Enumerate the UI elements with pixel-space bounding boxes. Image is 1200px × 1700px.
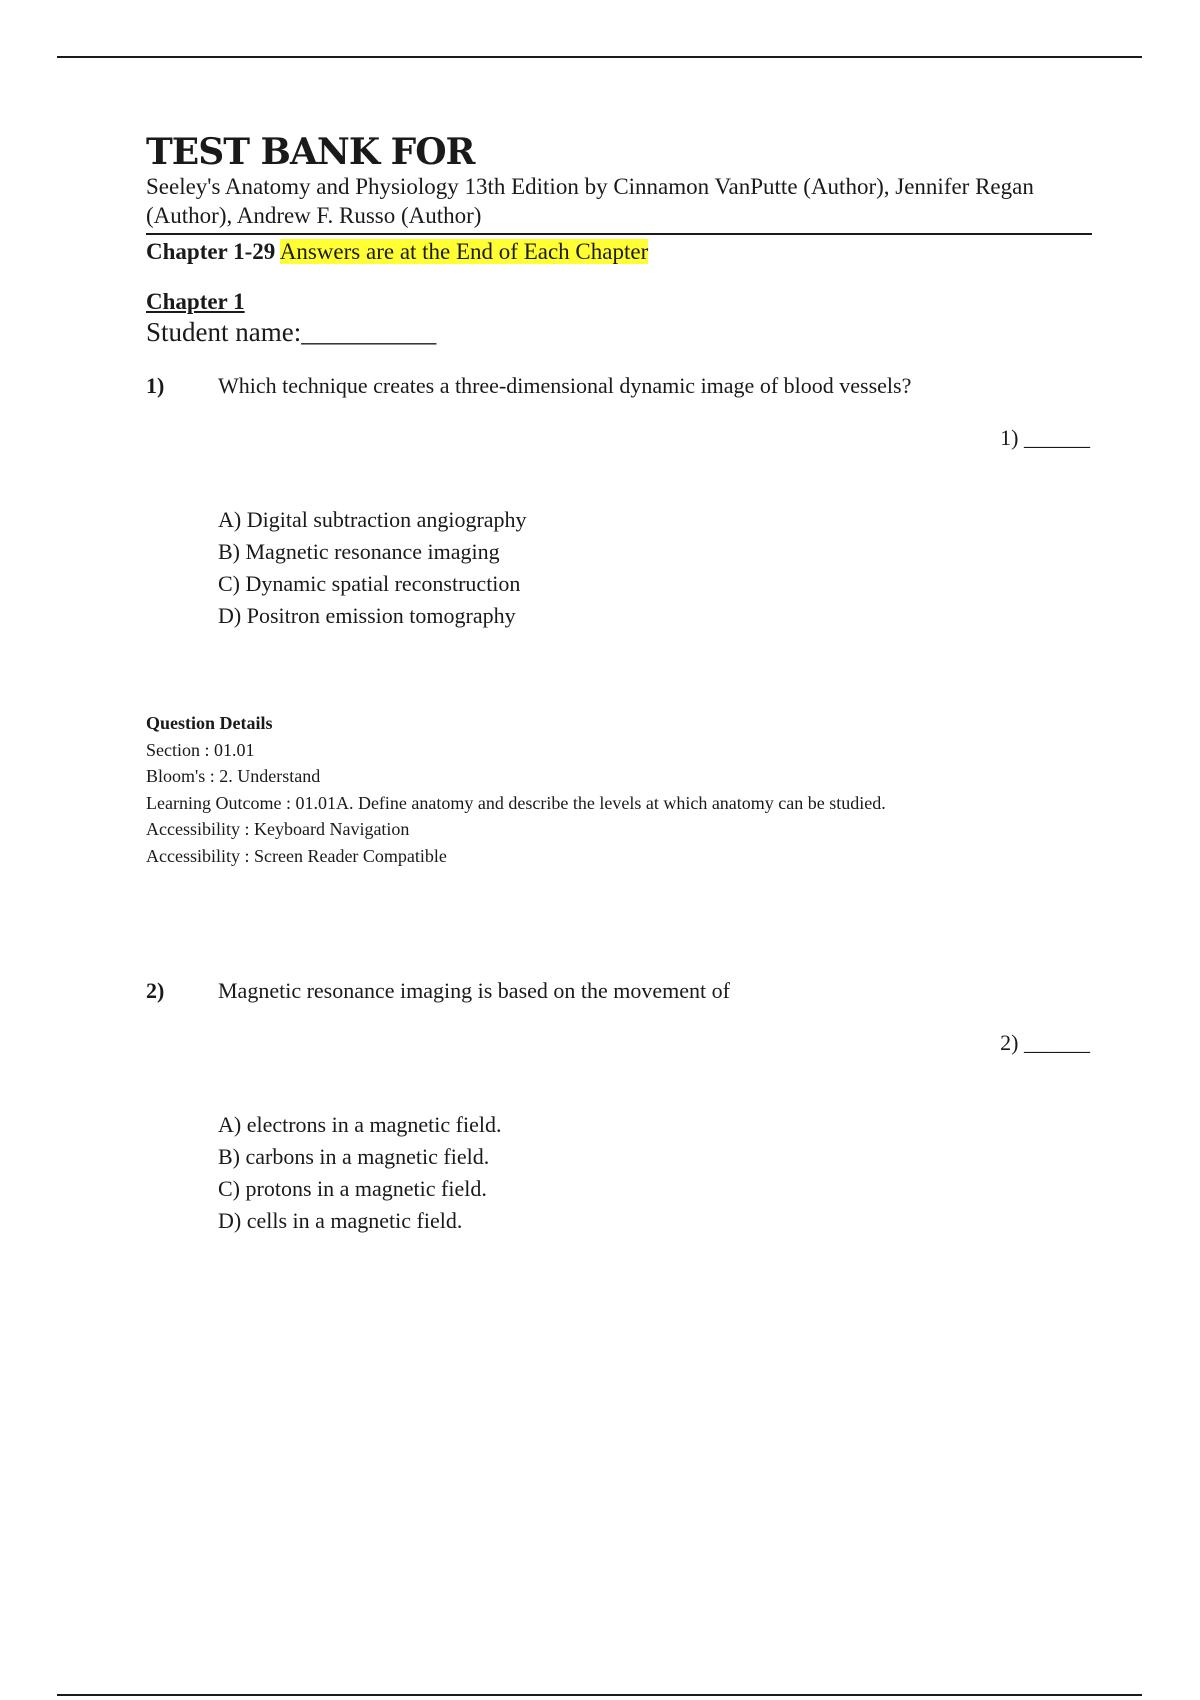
question-number: 1) (146, 373, 165, 398)
question-1 (146, 372, 1092, 869)
details-section: Section : 01.01 (146, 739, 255, 760)
details-learning-outcome: Learning Outcome : 01.01A. Define anatomy and describe the levels at which anatomy can be studied. (146, 792, 886, 813)
chapter-range-line (146, 233, 1092, 266)
top-rule (57, 56, 1142, 58)
choice-a: A) electrons in a magnetic field. (218, 1112, 502, 1137)
choice-c: C) protons in a magnetic field. (218, 1176, 487, 1201)
choice-b: B) Magnetic resonance imaging (218, 539, 500, 564)
details-accessibility-keyboard: Accessibility : Keyboard Navigation (146, 819, 410, 839)
document-title: TEST BANK FOR (146, 131, 475, 173)
chapter-heading: Chapter 1 (146, 289, 245, 314)
question-number: 2) (146, 978, 165, 1003)
chapter-range: Chapter 1-29 (146, 239, 276, 264)
choice-a: A) Digital subtraction angiography (218, 507, 527, 532)
details-title: Question Details (146, 713, 273, 733)
answers-note-highlight: Answers are at the End of Each Chapter (279, 239, 649, 264)
document-page (146, 132, 1092, 1237)
student-name-field: Student name:__________ (146, 317, 437, 347)
bottom-rule (57, 1694, 1142, 1696)
question-text: Which technique creates a three-dimensional dynamic image of blood vessels? (218, 373, 912, 398)
choice-list (218, 504, 1092, 632)
choice-b: B) carbons in a magnetic field. (218, 1144, 490, 1169)
choice-list (218, 1109, 1092, 1237)
question-2 (146, 977, 1092, 1237)
question-text: Magnetic resonance imaging is based on the movement of (218, 978, 730, 1003)
answer-blank: 1) ______ (1000, 425, 1090, 450)
question-details (146, 710, 1092, 869)
book-subtitle: Seeley's Anatomy and Physiology 13th Edition by Cinnamon VanPutte (Author), Jennifer Regan (Author), Andrew F. Russo (Author) (146, 174, 1034, 228)
details-blooms: Bloom's : 2. Understand (146, 766, 321, 786)
details-accessibility-screen-reader: Accessibility : Screen Reader Compatible (146, 845, 447, 866)
choice-d: D) cells in a magnetic field. (218, 1208, 463, 1233)
choice-c: C) Dynamic spatial reconstruction (218, 571, 521, 596)
choice-d: D) Positron emission tomography (218, 603, 516, 628)
answer-blank: 2) ______ (1000, 1030, 1090, 1055)
